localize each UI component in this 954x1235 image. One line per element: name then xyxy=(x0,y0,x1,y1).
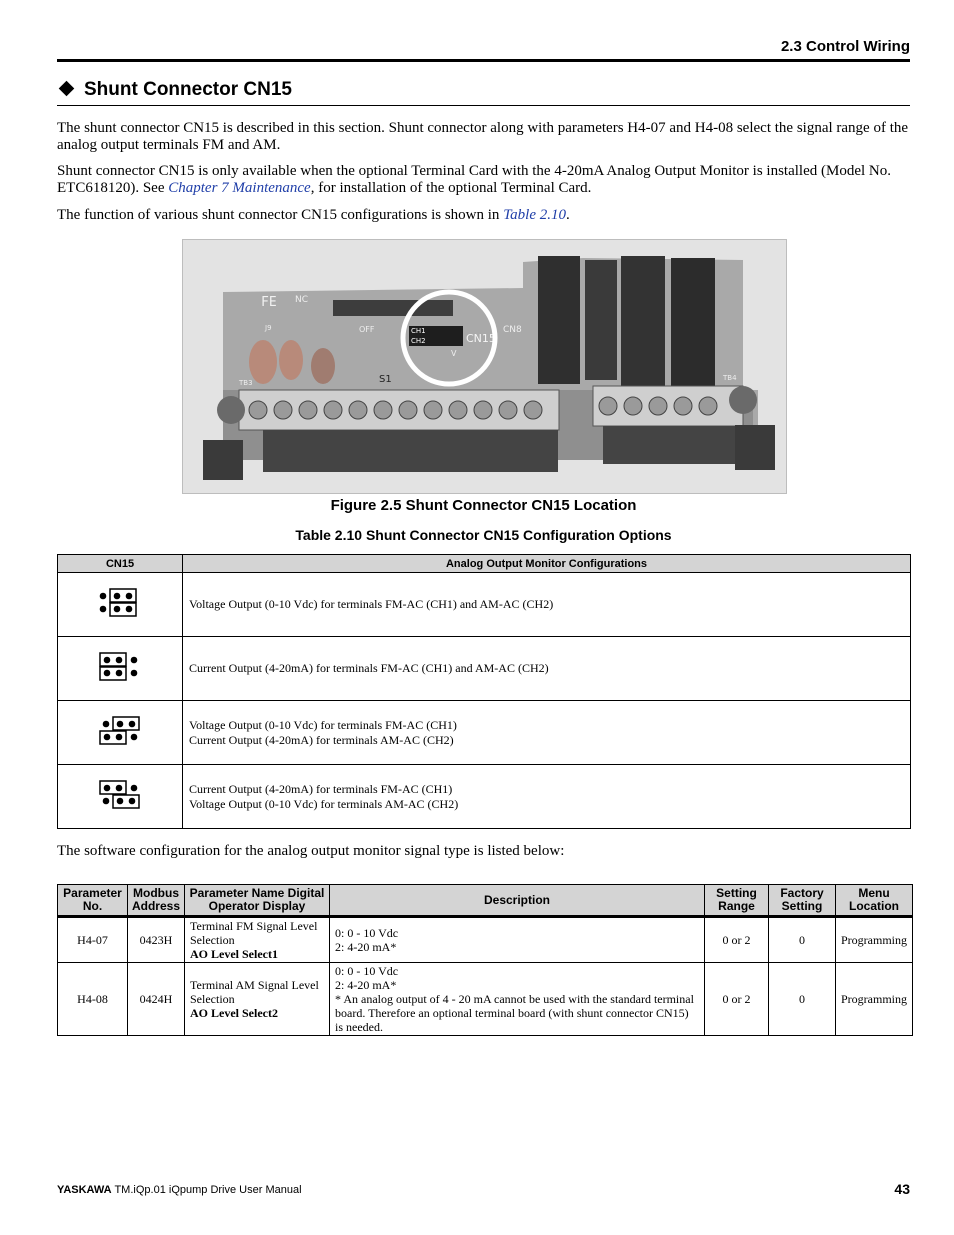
photo-label-cn15: CN15 xyxy=(466,332,496,345)
paragraph-text: , for installation of the optional Terminal Card. xyxy=(310,180,592,196)
photo-label-off: OFF xyxy=(359,325,375,334)
table-2-10-link[interactable]: Table 2.10 xyxy=(503,207,566,223)
table-row xyxy=(58,963,913,1036)
title-rule xyxy=(57,105,910,106)
config-line: Voltage Output (0-10 Vdc) for terminals FM-AC (CH1) xyxy=(189,717,457,732)
photo-label-v: V xyxy=(451,349,457,358)
col-analog-output: Analog Output Monitor Configurations xyxy=(183,555,911,573)
config-line: Current Output (4-20mA) for terminals FM-AC (CH1) xyxy=(189,781,453,796)
cell-range: 0 or 2 xyxy=(705,963,769,1036)
page-number: 43 xyxy=(894,1181,910,1197)
paragraph-text: The function of various shunt connector CN15 configurations is shown in xyxy=(57,207,504,223)
header-rule xyxy=(57,59,910,62)
cell-param-no: H4-07 xyxy=(58,917,128,963)
cell-menu: Programming xyxy=(836,917,913,963)
table-caption: Table 2.10 Shunt Connector CN15 Configuration Options xyxy=(295,527,672,543)
cell-modbus: 0424H xyxy=(128,963,185,1036)
cell-name xyxy=(185,917,330,963)
jumper-voltage-both-icon xyxy=(58,573,183,637)
photo-label-cn8: CN8 xyxy=(503,325,522,335)
photo-label-tb3: TB3 xyxy=(239,379,253,387)
desc-line: 0: 0 - 10 Vdc xyxy=(335,926,399,940)
section-title-text: Shunt Connector CN15 xyxy=(84,79,292,100)
config-line: Voltage Output (0-10 Vdc) for terminals AM-AC (CH2) xyxy=(189,796,459,811)
table-row xyxy=(58,701,911,765)
config-description xyxy=(183,765,911,829)
footer-manual-title xyxy=(57,1184,302,1196)
paragraph-text: . xyxy=(565,207,570,223)
table-header-row xyxy=(58,555,911,573)
chapter-7-link[interactable]: Chapter 7 Maintenance xyxy=(168,180,311,196)
param-name: Terminal FM Signal Level Selection xyxy=(190,919,318,947)
cell-description xyxy=(330,963,705,1036)
photo-label-s1: S1 xyxy=(379,374,392,385)
terminal-card-illustration xyxy=(183,240,786,493)
diamond-bullet-icon xyxy=(59,81,75,97)
photo-label-fe: FE xyxy=(261,295,277,310)
config-description xyxy=(183,701,911,765)
cell-menu: Programming xyxy=(836,963,913,1036)
config-line: Voltage Output (0-10 Vdc) for terminals FM-AC (CH1) and AM-AC (CH2) xyxy=(189,597,554,611)
cell-description xyxy=(330,917,705,963)
param-display: AO Level Select1 xyxy=(190,947,278,961)
param-display: AO Level Select2 xyxy=(190,1006,278,1020)
cn15-config-table xyxy=(57,554,911,829)
photo-label-ch2: CH2 xyxy=(411,337,426,345)
table-row xyxy=(58,765,911,829)
cell-range: 0 or 2 xyxy=(705,917,769,963)
cell-modbus: 0423H xyxy=(128,917,185,963)
col-parameter-no: Parameter No. xyxy=(58,885,128,917)
col-cn15: CN15 xyxy=(58,555,183,573)
paragraph-software-config: The software configuration for the analog output monitor signal type is listed below: xyxy=(57,843,565,859)
terminal-card-photo xyxy=(182,239,787,494)
paragraph-availability xyxy=(57,163,910,197)
photo-label-nc: NC xyxy=(295,295,309,305)
paragraph-intro: The shunt connector CN15 is described in this section. Shunt connector along with parameters H4-07 and H4-08 select the signal range of the analog output terminals FM and AM. xyxy=(57,120,909,153)
header-section-title: 2.3 Control Wiring xyxy=(780,38,910,55)
table-row xyxy=(58,917,913,963)
photo-label-ch1: CH1 xyxy=(411,327,426,335)
footer-brand: YASKAWA xyxy=(57,1184,112,1196)
param-name: Terminal AM Signal Level Selection xyxy=(190,978,319,1006)
table-row xyxy=(58,573,911,637)
config-description xyxy=(183,573,911,637)
table-row xyxy=(58,637,911,701)
col-factory-setting: Factory Setting xyxy=(769,885,836,917)
desc-note: * An analog output of 4 - 20 mA cannot be used with the standard terminal board. Therefore an optional terminal board (with shunt connector CN15) is needed. xyxy=(335,992,694,1034)
cell-factory: 0 xyxy=(769,917,836,963)
footer-manual: TM.iQp.01 iQpump Drive User Manual xyxy=(111,1184,302,1196)
paragraph-table-ref xyxy=(57,207,910,224)
config-description xyxy=(183,637,911,701)
config-line: Current Output (4-20mA) for terminals AM-AC (CH2) xyxy=(189,732,454,747)
jumper-voltage-current-icon xyxy=(58,701,183,765)
cell-param-no: H4-08 xyxy=(58,963,128,1036)
col-parameter-name: Parameter Name Digital Operator Display xyxy=(185,885,330,917)
desc-line: 0: 0 - 10 Vdc xyxy=(335,964,399,978)
photo-label-j9: J9 xyxy=(265,324,272,332)
col-menu-location: Menu Location xyxy=(836,885,913,917)
desc-line: 2: 4-20 mA* xyxy=(335,978,397,992)
cell-factory: 0 xyxy=(769,963,836,1036)
config-line: Current Output (4-20mA) for terminals FM-AC (CH1) and AM-AC (CH2) xyxy=(189,661,549,675)
cell-name xyxy=(185,963,330,1036)
paragraph-text: Shunt connector CN15 is only available when the optional Terminal Card with the 4-20mA Analog Output Monitor is installed (Model No. ETC618120). See xyxy=(57,163,891,196)
desc-line: 2: 4-20 mA* xyxy=(335,940,397,954)
table-header-row xyxy=(58,885,913,917)
parameter-table xyxy=(57,884,913,1036)
jumper-current-voltage-icon xyxy=(58,765,183,829)
col-description: Description xyxy=(330,885,705,917)
jumper-current-both-icon xyxy=(58,637,183,701)
photo-label-tb4: TB4 xyxy=(723,374,737,382)
figure-caption: Figure 2.5 Shunt Connector CN15 Location xyxy=(330,497,637,514)
col-setting-range: Setting Range xyxy=(705,885,769,917)
col-modbus-address: Modbus Address xyxy=(128,885,185,917)
section-heading xyxy=(57,79,292,101)
